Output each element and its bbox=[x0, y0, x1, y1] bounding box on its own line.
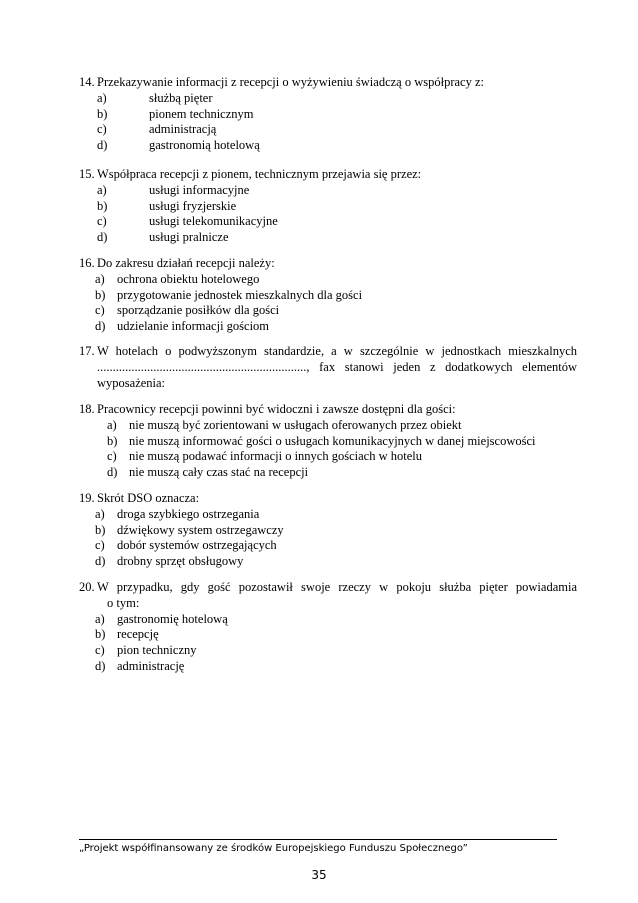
answer-option bbox=[79, 659, 577, 675]
option-text: nie muszą być zorientowani w usługach oferowanych przez obiekt bbox=[129, 417, 462, 432]
question-number: 14. bbox=[79, 75, 95, 89]
option-text: udzielanie informacji gościom bbox=[117, 319, 270, 334]
option-letter: a) bbox=[95, 271, 105, 286]
option-letter: c) bbox=[95, 538, 105, 553]
question-14 bbox=[79, 75, 577, 154]
question-number: 18. bbox=[79, 402, 95, 416]
question-number: 15. bbox=[79, 167, 95, 181]
answer-option bbox=[79, 214, 577, 230]
option-text: pionem technicznym bbox=[149, 106, 254, 121]
answer-option bbox=[79, 122, 577, 138]
option-letter: d) bbox=[95, 554, 106, 569]
answer-option bbox=[79, 303, 577, 319]
answer-option bbox=[79, 418, 577, 434]
question-15 bbox=[79, 167, 577, 246]
option-text: nie muszą cały czas stać na recepcji bbox=[129, 465, 309, 480]
question-text: Pracownicy recepcji powinni być widoczni i zawsze dostępni dla gości: bbox=[97, 402, 456, 416]
question-text-continued: ..................................................................., fax stanowi jeden z dodatkowych elementów bbox=[97, 359, 577, 374]
answer-option bbox=[79, 643, 577, 659]
question-20 bbox=[79, 580, 577, 675]
option-text: nie muszą informować gości o usługach komunikacyjnych w danej miejscowości bbox=[129, 433, 536, 448]
option-letter: c) bbox=[97, 122, 107, 137]
answer-option bbox=[79, 91, 577, 107]
option-letter: a) bbox=[97, 90, 107, 105]
footer-divider bbox=[79, 839, 557, 840]
option-text: droga szybkiego ostrzegania bbox=[117, 506, 260, 521]
option-letter: a) bbox=[97, 182, 107, 197]
question-text-continued: o tym: bbox=[107, 595, 140, 610]
question-text: W hotelach o podwyższonym standardzie, a w szczególnie w jednostkach mieszkalnych bbox=[97, 344, 577, 358]
option-text: pion techniczny bbox=[117, 643, 197, 658]
footer-text: „Projekt współfinansowany ze środków Europejskiego Funduszu Społecznego” bbox=[79, 843, 468, 854]
option-text: drobny sprzęt obsługowy bbox=[117, 554, 244, 569]
option-text: usługi informacyjne bbox=[149, 182, 250, 197]
option-letter: d) bbox=[107, 465, 118, 480]
answer-option bbox=[79, 449, 577, 465]
option-text: administracją bbox=[149, 122, 217, 137]
question-text: W przypadku, gdy gość pozostawił swoje rzeczy w pokoju służba pięter powiadamia bbox=[97, 580, 577, 594]
question-text: Współpraca recepcji z pionem, technicznym przejawia się przez: bbox=[97, 167, 422, 181]
option-text: dźwiękowy system ostrzegawczy bbox=[117, 522, 284, 537]
option-letter: d) bbox=[97, 138, 108, 153]
question-19 bbox=[79, 491, 577, 570]
question-number: 20. bbox=[79, 580, 95, 594]
question-text: Skrót DSO oznacza: bbox=[97, 491, 200, 505]
answer-option bbox=[79, 538, 577, 554]
answer-option bbox=[79, 272, 577, 288]
option-letter: a) bbox=[95, 611, 105, 626]
option-text: usługi telekomunikacyjne bbox=[149, 214, 278, 229]
option-letter: c) bbox=[97, 214, 107, 229]
option-text: usługi fryzjerskie bbox=[149, 198, 237, 213]
answer-option bbox=[79, 507, 577, 523]
option-letter: b) bbox=[97, 198, 108, 213]
option-text: dobór systemów ostrzegających bbox=[117, 538, 277, 553]
question-text: Do zakresu działań recepcji należy: bbox=[97, 256, 275, 270]
answer-option bbox=[79, 554, 577, 570]
page-number: 35 bbox=[311, 868, 327, 882]
option-text: gastronomią hotelową bbox=[149, 138, 260, 153]
question-number: 16. bbox=[79, 256, 95, 270]
question-17 bbox=[79, 344, 577, 391]
option-letter: d) bbox=[95, 319, 106, 334]
question-18 bbox=[79, 402, 577, 481]
answer-option bbox=[79, 288, 577, 304]
answer-option bbox=[79, 523, 577, 539]
option-letter: d) bbox=[95, 658, 106, 673]
option-letter: b) bbox=[95, 627, 106, 642]
option-letter: c) bbox=[95, 643, 105, 658]
answer-option bbox=[79, 183, 577, 199]
answer-option bbox=[79, 465, 577, 481]
option-letter: b) bbox=[95, 287, 106, 302]
option-text: przygotowanie jednostek mieszkalnych dla gości bbox=[117, 287, 363, 302]
option-text: gastronomię hotelową bbox=[117, 611, 228, 626]
answer-option bbox=[79, 434, 577, 450]
option-text: recepcję bbox=[117, 627, 159, 642]
option-letter: c) bbox=[95, 303, 105, 318]
option-letter: a) bbox=[107, 417, 117, 432]
question-number: 17. bbox=[79, 344, 95, 358]
answer-option bbox=[79, 319, 577, 335]
option-text: sporządzanie posiłków dla gości bbox=[117, 303, 280, 318]
option-letter: b) bbox=[107, 433, 118, 448]
answer-option bbox=[79, 627, 577, 643]
option-letter: b) bbox=[95, 522, 106, 537]
question-text: Przekazywanie informacji z recepcji o wyżywieniu świadczą o współpracy z: bbox=[97, 75, 484, 89]
option-text: administrację bbox=[117, 658, 185, 673]
option-letter: d) bbox=[97, 230, 108, 245]
option-text: nie muszą podawać informacji o innych gościach w hotelu bbox=[129, 449, 422, 464]
option-text: służbą pięter bbox=[149, 90, 213, 105]
answer-option bbox=[79, 138, 577, 154]
question-text-continued: wyposażenia: bbox=[97, 375, 166, 390]
question-16 bbox=[79, 256, 577, 335]
option-letter: c) bbox=[107, 449, 117, 464]
option-letter: b) bbox=[97, 106, 108, 121]
answer-option bbox=[79, 199, 577, 215]
answer-option bbox=[79, 612, 577, 628]
answer-option bbox=[79, 230, 577, 246]
option-text: usługi pralnicze bbox=[149, 230, 229, 245]
question-number: 19. bbox=[79, 491, 95, 505]
option-text: ochrona obiektu hotelowego bbox=[117, 271, 260, 286]
answer-option bbox=[79, 107, 577, 123]
option-letter: a) bbox=[95, 506, 105, 521]
